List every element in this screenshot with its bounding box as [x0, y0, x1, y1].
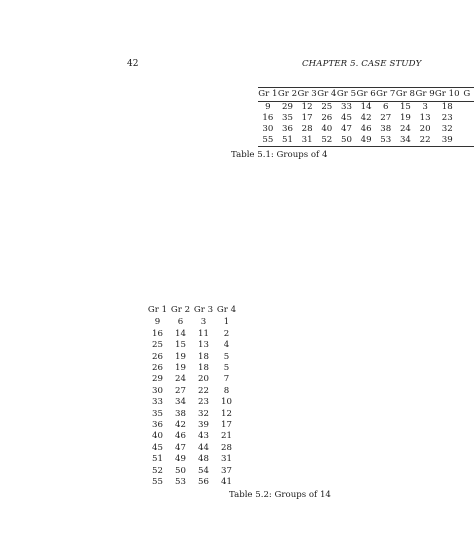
table-cell: 40 — [152, 431, 163, 442]
table-cell: 22 — [419, 135, 431, 145]
column-header: Gr 2 — [277, 89, 298, 99]
column-header: Gr 8 — [395, 89, 416, 99]
table-cell: 29 — [152, 374, 163, 385]
table-cell: 28 — [301, 124, 313, 134]
table-cell: 1 — [223, 317, 230, 328]
column-header: Gr 6 — [356, 89, 376, 99]
table-row — [258, 113, 474, 124]
table-cell: 30 — [152, 385, 163, 396]
table-cell: 34 — [399, 135, 411, 145]
table-cell: 45 — [340, 113, 352, 123]
table-cell: 31 — [221, 454, 232, 465]
table-row — [146, 409, 238, 420]
table-cell: 22 — [198, 385, 209, 396]
table-cell: 29 — [282, 102, 293, 112]
column-header: Gr 4 — [216, 305, 237, 315]
table-cell: 30 — [262, 124, 274, 134]
table-cell: 6 — [177, 317, 184, 328]
table-cell: 5 — [223, 363, 230, 374]
table-cell: 34 — [175, 397, 186, 408]
column-header: Gr 1 — [147, 305, 168, 315]
table-cell: 48 — [198, 454, 209, 465]
table-row — [146, 386, 238, 397]
table-row — [146, 317, 238, 328]
table-row — [258, 124, 474, 135]
table-cell: 56 — [198, 477, 209, 488]
table-cell: 47 — [340, 124, 352, 134]
table-caption: Table 5.1: Groups of 4 — [231, 150, 328, 160]
table-cell: 36 — [152, 420, 163, 431]
table-cell: 12 — [221, 408, 232, 419]
table-cell: 5 — [223, 351, 230, 362]
table-cell: 18 — [441, 102, 453, 112]
table-cell: 15 — [399, 102, 411, 112]
column-header: Gr 4 — [317, 89, 337, 99]
table-cell: 10 — [221, 397, 232, 408]
table-cell: 17 — [301, 113, 313, 123]
table-cell: 45 — [152, 442, 163, 453]
table-cell: 32 — [198, 408, 209, 419]
table-cell: 2 — [223, 328, 230, 339]
table-row — [146, 363, 238, 374]
table-row — [146, 329, 238, 340]
table-row — [146, 443, 238, 454]
table-cell: 12 — [301, 102, 313, 112]
table-cell: 35 — [282, 113, 293, 123]
table-cell: 14 — [175, 328, 186, 339]
table-cell: 40 — [321, 124, 333, 134]
table-cell — [460, 135, 474, 147]
table-cell: 51 — [282, 135, 293, 145]
table-cell: 20 — [198, 374, 209, 385]
table-cell: 27 — [175, 385, 186, 396]
table-cell: 24 — [175, 374, 186, 385]
table-cell — [460, 102, 474, 114]
table-cell: 7 — [223, 374, 230, 385]
table-cell: 13 — [198, 340, 209, 351]
table-cell: 49 — [360, 135, 372, 145]
table-cell: 46 — [360, 124, 372, 134]
table-cell: 23 — [198, 397, 209, 408]
table-row — [146, 466, 238, 477]
table-row — [146, 477, 238, 488]
running-head: CHAPTER 5. CASE STUDY — [302, 59, 422, 69]
column-header: Gr 3 — [297, 89, 317, 99]
table-body — [258, 102, 474, 147]
table-cell: 25 — [321, 102, 333, 112]
table-cell: 24 — [399, 124, 411, 134]
table-cell: 52 — [321, 135, 333, 145]
table-row — [258, 102, 474, 114]
table-cell: 55 — [262, 135, 274, 145]
column-header: Gr 7 — [376, 89, 396, 99]
table-cell: 42 — [360, 113, 372, 123]
table-cell: 6 — [383, 102, 389, 112]
table-cell: 26 — [152, 363, 163, 374]
column-header: Gr 3 — [193, 305, 214, 315]
table-row — [146, 420, 238, 431]
table-row — [146, 454, 238, 465]
table-cell: 23 — [441, 113, 453, 123]
table-cell: 4 — [223, 340, 230, 351]
table-row — [146, 374, 238, 385]
table-cell: 35 — [152, 408, 163, 419]
table-body — [146, 317, 238, 488]
table-cell: 26 — [152, 351, 163, 362]
table-cell: 32 — [441, 124, 453, 134]
table-cell: 50 — [175, 465, 186, 476]
table-cell: 53 — [175, 477, 186, 488]
table-cell: 25 — [152, 340, 163, 351]
table-groups-of-14 — [146, 305, 238, 489]
table-cell: 18 — [198, 363, 209, 374]
table-cell: 41 — [221, 477, 232, 488]
table-cell: 14 — [360, 102, 372, 112]
table-cell: 33 — [340, 102, 352, 112]
table-row — [258, 135, 474, 147]
table-cell: 54 — [198, 465, 209, 476]
table-cell: 28 — [221, 442, 232, 453]
table-cell: 19 — [175, 351, 186, 362]
table-cell: 43 — [198, 431, 209, 442]
table-cell: 9 — [265, 102, 271, 112]
table-cell: 13 — [419, 113, 431, 123]
table-cell: 51 — [152, 454, 163, 465]
table-caption: Table 5.2: Groups of 14 — [229, 490, 331, 500]
table-header-row — [258, 88, 474, 102]
table-cell: 52 — [152, 465, 163, 476]
table-cell: 9 — [154, 317, 161, 328]
table-cell: 16 — [152, 328, 163, 339]
table-row — [146, 340, 238, 351]
table-cell: 11 — [198, 328, 209, 339]
column-header: Gr 5 — [336, 89, 357, 99]
table-cell: 46 — [175, 431, 186, 442]
table-row — [146, 352, 238, 363]
column-header: Gr 2 — [170, 305, 191, 315]
table-cell: 38 — [380, 124, 392, 134]
column-header: Gr 10 — [434, 89, 460, 99]
table-header-row — [146, 305, 238, 317]
table-cell: 47 — [175, 442, 186, 453]
table-cell: 18 — [198, 351, 209, 362]
table-cell: 49 — [175, 454, 186, 465]
table-cell: 33 — [152, 397, 163, 408]
table-cell: 8 — [223, 385, 230, 396]
table-cell: 21 — [221, 431, 232, 442]
table-cell: 17 — [221, 420, 232, 431]
table-cell: 16 — [262, 113, 274, 123]
table-cell: 3 — [200, 317, 207, 328]
table-cell: 39 — [441, 135, 453, 145]
table-cell: 42 — [175, 420, 186, 431]
table-cell — [460, 124, 474, 135]
table-groups-of-4 — [258, 87, 474, 147]
table-cell: 19 — [175, 363, 186, 374]
table-cell: 53 — [380, 135, 392, 145]
table-cell: 19 — [399, 113, 411, 123]
table-cell: 36 — [282, 124, 293, 134]
table-cell: 3 — [422, 102, 428, 112]
page-number: 42 — [127, 59, 139, 69]
table-cell: 15 — [175, 340, 186, 351]
table-cell: 50 — [340, 135, 352, 145]
table-cell: 31 — [301, 135, 313, 145]
table-cell: 38 — [175, 408, 186, 419]
column-header: G — [463, 89, 471, 99]
table-cell: 39 — [198, 420, 209, 431]
table-cell: 55 — [152, 477, 163, 488]
column-header: Gr 9 — [415, 89, 435, 99]
table-cell: 26 — [321, 113, 333, 123]
table-row — [146, 397, 238, 408]
table-cell: 20 — [419, 124, 431, 134]
table-row — [146, 431, 238, 442]
table-cell: 44 — [198, 442, 209, 453]
table-cell: 37 — [221, 465, 232, 476]
table-cell — [460, 113, 474, 124]
column-header: Gr 1 — [258, 89, 278, 99]
table-cell: 27 — [380, 113, 392, 123]
